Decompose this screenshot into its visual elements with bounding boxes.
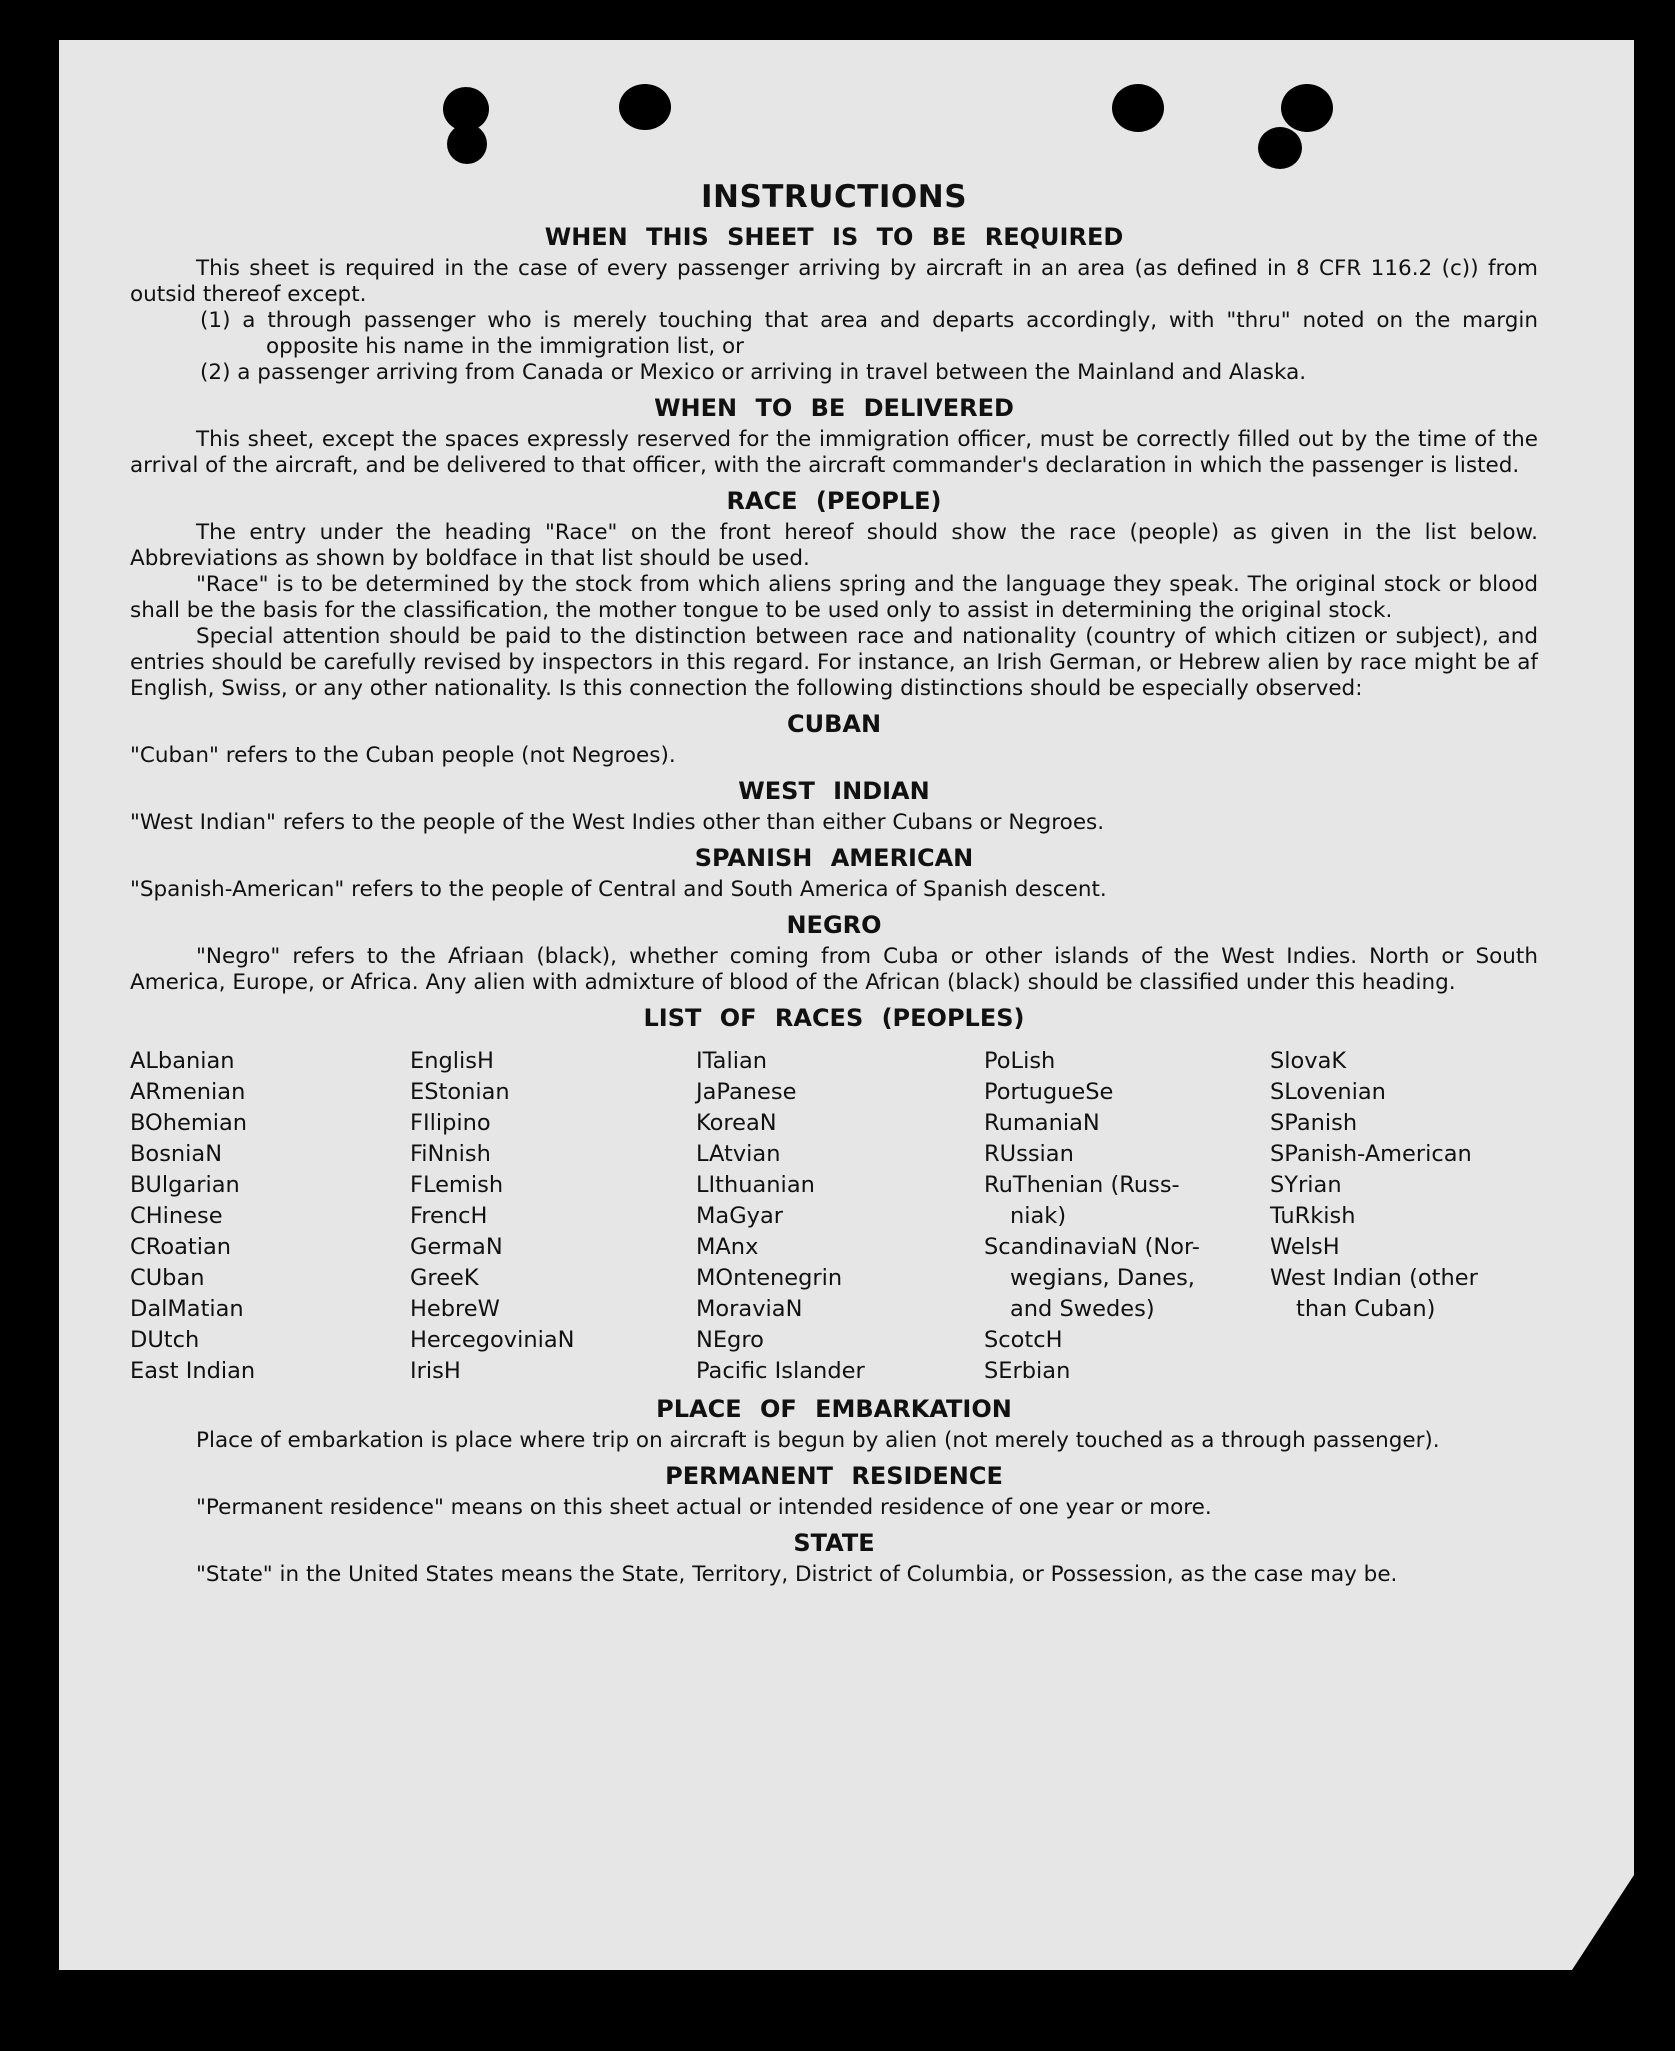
race-item: RuThenian (Russ- bbox=[984, 1172, 1180, 1198]
race-item: EStonian bbox=[410, 1079, 510, 1105]
race-item: KoreaN bbox=[696, 1110, 777, 1136]
race-item: ScandinaviaN (Nor- bbox=[984, 1234, 1200, 1260]
section-heading: WHEN TO BE DELIVERED bbox=[654, 394, 1014, 422]
race-item: wegians, Danes, bbox=[1010, 1265, 1195, 1291]
race-item: than Cuban) bbox=[1296, 1296, 1436, 1322]
race-item: IrisH bbox=[410, 1358, 461, 1384]
race-item: CUban bbox=[130, 1265, 205, 1291]
race-item: ALbanian bbox=[130, 1048, 235, 1074]
race-item: LAtvian bbox=[696, 1141, 781, 1167]
section-heading: STATE bbox=[793, 1529, 875, 1557]
race-item: CHinese bbox=[130, 1203, 223, 1229]
section-heading: PLACE OF EMBARKATION bbox=[656, 1395, 1012, 1423]
paragraph: "Race" is to be determined by the stock from which aliens spring and the language they speak. The original stock or blood shall be the basis for the classification, the mother tongue to be used only to assist in determining the original stock. bbox=[130, 572, 1538, 623]
race-item: MoraviaN bbox=[696, 1296, 803, 1322]
punch-hole bbox=[619, 84, 671, 130]
race-item: MAnx bbox=[696, 1234, 759, 1260]
folded-corner bbox=[1572, 1875, 1634, 1970]
race-item: MaGyar bbox=[696, 1203, 783, 1229]
race-item: RumaniaN bbox=[984, 1110, 1100, 1136]
race-column bbox=[130, 1046, 410, 1387]
section-heading: RACE (PEOPLE) bbox=[726, 487, 942, 515]
paragraph: "State" in the United States means the State, Territory, District of Columbia, or Possession, as the case may be. bbox=[196, 1562, 1398, 1587]
instructions-body bbox=[130, 135, 1538, 1588]
section-heading: WEST INDIAN bbox=[738, 777, 930, 805]
race-item: WelsH bbox=[1270, 1234, 1340, 1260]
race-item: ITalian bbox=[696, 1048, 767, 1074]
race-item: BOhemian bbox=[130, 1110, 248, 1136]
race-item: FLemish bbox=[410, 1172, 504, 1198]
race-item: and Swedes) bbox=[1010, 1296, 1155, 1322]
paragraph: "Permanent residence" means on this sheet actual or intended residence of one year or more. bbox=[196, 1495, 1212, 1520]
race-item: SYrian bbox=[1270, 1172, 1342, 1198]
race-list bbox=[130, 1046, 1538, 1387]
race-item: GermaN bbox=[410, 1234, 503, 1260]
race-item: GreeK bbox=[410, 1265, 479, 1291]
paragraph: The entry under the heading "Race" on the front hereof should show the race (people) as given in the list below. Abbreviations as shown by boldface in that list should be used. bbox=[130, 520, 1538, 571]
race-item: HercegoviniaN bbox=[410, 1327, 575, 1353]
race-item: CRoatian bbox=[130, 1234, 232, 1260]
paragraph: "Cuban" refers to the Cuban people (not Negroes). bbox=[130, 743, 676, 768]
race-item: RUssian bbox=[984, 1141, 1074, 1167]
section-heading: CUBAN bbox=[786, 710, 882, 738]
paragraph: "Negro" refers to the Afriaan (black), whether coming from Cuba or other islands of the West Indies. North or South America, Europe, or Africa. Any alien with admixture of blood of the African (black) should be classified under this heading. bbox=[130, 944, 1538, 995]
section-heading: WHEN THIS SHEET IS TO BE REQUIRED bbox=[544, 223, 1124, 251]
race-item: FrencH bbox=[410, 1203, 488, 1229]
race-item: SErbian bbox=[984, 1358, 1071, 1384]
race-item: NEgro bbox=[696, 1327, 764, 1353]
paragraph: "Spanish-American" refers to the people of Central and South America of Spanish descent. bbox=[130, 877, 1107, 902]
race-item: TuRkish bbox=[1270, 1203, 1356, 1229]
race-item: JaPanese bbox=[696, 1079, 797, 1105]
race-column bbox=[1270, 1046, 1520, 1387]
race-item: PortugueSe bbox=[984, 1079, 1114, 1105]
race-item: niak) bbox=[1010, 1203, 1067, 1229]
race-item: MOntenegrin bbox=[696, 1265, 843, 1291]
race-item: BosniaN bbox=[130, 1141, 223, 1167]
race-item: SLovenian bbox=[1270, 1079, 1386, 1105]
section-heading: SPANISH AMERICAN bbox=[694, 844, 974, 872]
exception-item: (1) a through passenger who is merely touching that area and departs accordingly, with "thru" noted on the margin opposite his name in the immigration list, or bbox=[200, 308, 1538, 359]
section-heading: PERMANENT RESIDENCE bbox=[665, 1462, 1003, 1490]
race-item: Pacific Islander bbox=[696, 1358, 865, 1384]
paragraph: This sheet is required in the case of every passenger arriving by aircraft in an area (as defined in 8 CFR 116.2 (c)) from outsid thereof except. bbox=[130, 256, 1538, 307]
race-item: SPanish-American bbox=[1270, 1141, 1472, 1167]
page-title: INSTRUCTIONS bbox=[700, 179, 968, 215]
race-item: SlovaK bbox=[1270, 1048, 1347, 1074]
race-item: FIlipino bbox=[410, 1110, 491, 1136]
race-column bbox=[984, 1046, 1270, 1387]
race-item: ScotcH bbox=[984, 1327, 1063, 1353]
section-heading: LIST OF RACES (PEOPLES) bbox=[643, 1004, 1025, 1032]
race-item: FiNnish bbox=[410, 1141, 491, 1167]
paragraph: Special attention should be paid to the distinction between race and nationality (country of which citizen or subject), and entries should be carefully revised by inspectors in this regard. For instance, an Irish German, or Hebrew alien by race might be af English, Swiss, or any other nationality. Is this connection the following distinctions should be especially observed: bbox=[130, 624, 1538, 701]
race-column bbox=[696, 1046, 984, 1387]
race-item: HebreW bbox=[410, 1296, 500, 1322]
race-item: PoLish bbox=[984, 1048, 1056, 1074]
race-item: East Indian bbox=[130, 1358, 256, 1384]
race-item: DalMatian bbox=[130, 1296, 244, 1322]
punch-hole bbox=[1112, 84, 1164, 132]
paragraph: "West Indian" refers to the people of the West Indies other than either Cubans or Negroes. bbox=[130, 810, 1105, 835]
race-item: West Indian (other bbox=[1270, 1265, 1478, 1291]
race-item: SPanish bbox=[1270, 1110, 1358, 1136]
race-item: LIthuanian bbox=[696, 1172, 815, 1198]
race-item: EnglisH bbox=[410, 1048, 494, 1074]
race-item: BUlgarian bbox=[130, 1172, 240, 1198]
race-item: DUtch bbox=[130, 1327, 200, 1353]
paragraph: This sheet, except the spaces expressly reserved for the immigration officer, must be correctly filled out by the time of the arrival of the aircraft, and be delivered to that officer, with the aircraft commander's declaration in which the passenger is listed. bbox=[130, 427, 1538, 478]
paragraph: Place of embarkation is place where trip on aircraft is begun by alien (not merely touched as a through passenger). bbox=[196, 1428, 1440, 1453]
punch-hole bbox=[1281, 84, 1333, 132]
race-column bbox=[410, 1046, 696, 1387]
race-item: ARmenian bbox=[130, 1079, 246, 1105]
exception-item: (2) a passenger arriving from Canada or Mexico or arriving in travel between the Mainland and Alaska. bbox=[200, 360, 1307, 385]
document-page bbox=[59, 40, 1634, 1970]
section-heading: NEGRO bbox=[786, 911, 882, 939]
